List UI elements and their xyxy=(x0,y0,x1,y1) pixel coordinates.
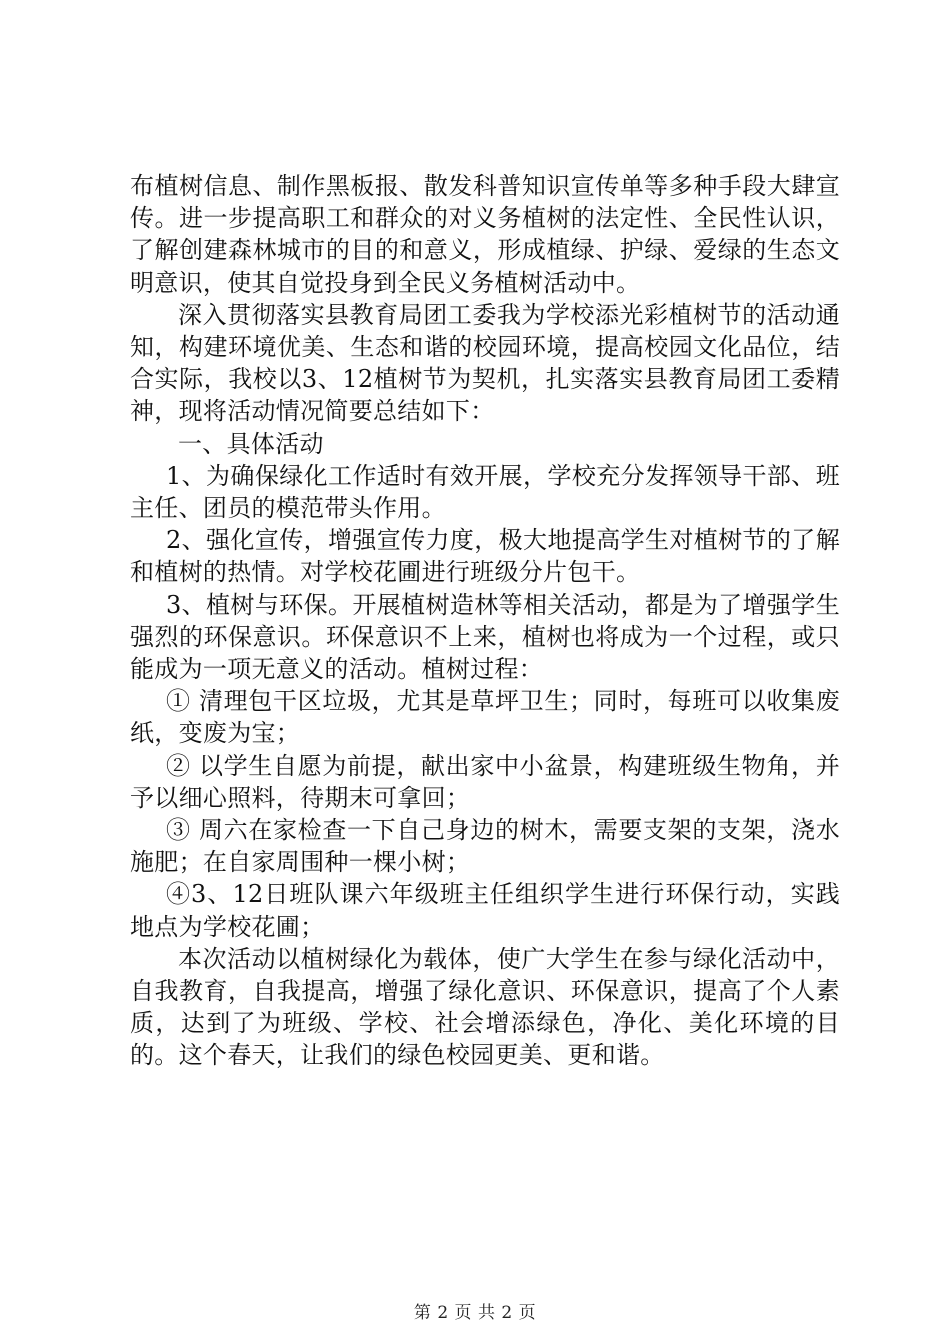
paragraph-item-3: 3、植树与环保。开展植树造林等相关活动，都是为了增强学生强烈的环保意识。环保意识不上来，植树也将成为一个过程，或只能成为一项无意义的活动。植树过程： xyxy=(130,590,840,684)
list-item-circled-3: ③ 周六在家检查一下自己身边的树木，需要支架的支架，浇水施肥；在自家周围种一棵小树； xyxy=(130,816,840,877)
paragraph-item-1: 1、为确保绿化工作适时有效开展，学校充分发挥领导干部、班主任、团员的模范带头作用。 xyxy=(130,461,840,523)
page-footer: 第 2 页 共 2 页 xyxy=(413,1303,537,1323)
list-item-circled-1: ① 清理包干区垃圾，尤其是草坪卫生；同时，每班可以收集废纸，变废为宝； xyxy=(130,687,840,748)
section-heading: 一、具体活动 xyxy=(178,429,324,458)
list-item-circled-2: ② 以学生自愿为前提，献出家中小盆景，构建班级生物角，并予以细心照料，待期末可拿回； xyxy=(130,751,840,812)
document-body xyxy=(130,170,840,1072)
paragraph-item-2: 2、强化宣传，增强宣传力度，极大地提高学生对植树节的了解和植树的热情。对学校花圃进行班级分片包干。 xyxy=(130,526,840,587)
paragraph-2: 深入贯彻落实县教育局团工委我为学校添光彩植树节的活动通知，构建环境优美、生态和谐的校园环境，提高校园文化品位，结合实际，我校以3、12植树节为契机，扎实落实县教育局团工委精神，现将活动情况简要总结如下： xyxy=(130,300,840,426)
paragraph-1: 布植树信息、制作黑板报、散发科普知识宣传单等多种手段大肆宣传。进一步提高职工和群众的对义务植树的法定性、全民性认识，了解创建森林城市的目的和意义，形成植绿、护绿、爱绿的生态文明意识，使其自觉投身到全民义务植树活动中。 xyxy=(130,172,840,297)
paragraph-conclusion: 本次活动以植树绿化为载体，使广大学生在参与绿化活动中，自我教育，自我提高，增强了绿化意识、环保意识，提高了个人素质，达到了为班级、学校、社会增添绿色，净化、美化环境的目的。这个春天，让我们的绿色校园更美、更和谐。 xyxy=(130,944,840,1070)
list-item-circled-4: ④3、12日班队课六年级班主任组织学生进行环保行动，实践地点为学校花圃； xyxy=(130,880,840,941)
